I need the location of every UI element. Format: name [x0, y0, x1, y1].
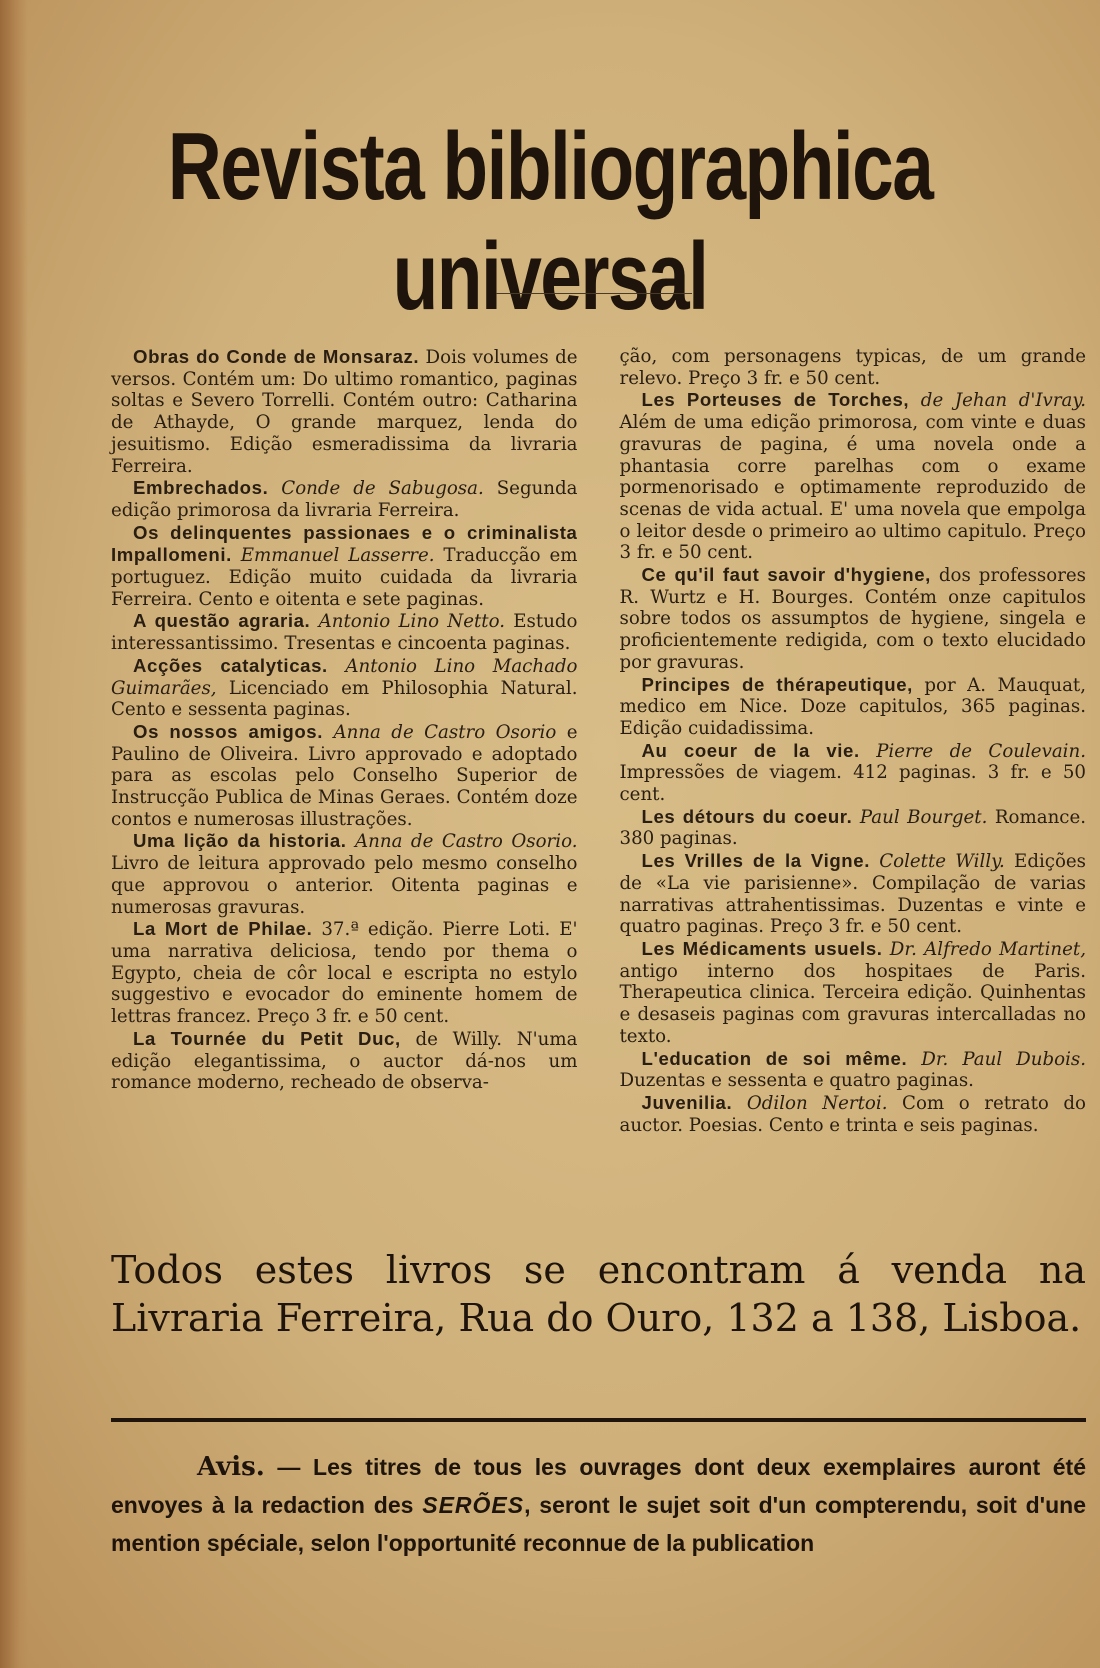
book-title: Les Porteuses de Torches,: [641, 389, 910, 411]
avis-label: Avis.: [197, 1452, 265, 1482]
book-entry: [620, 674, 1087, 740]
book-author: Emmanuel Lasserre.: [231, 545, 435, 567]
book-title: Ce qu'il faut savoir d'hygiene,: [641, 564, 931, 586]
book-entry: [111, 477, 578, 521]
book-entry: [620, 389, 1087, 564]
page-edge: [0, 0, 28, 1668]
title-divider: [496, 293, 692, 294]
page-title: Revista bibliographica universal: [167, 113, 933, 330]
book-title: La Tournée du Petit Duc,: [133, 1027, 401, 1049]
book-description: 37.ª edição. Pierre Loti. E' uma narrativa deliciosa, tendo por thema o Egypto, cheia de côr local e escripta no estylo suggestivo e evocador do eminente homem de lettras francez. Preço 3 fr. e 50 cent.: [111, 919, 578, 1028]
book-title: Acções catalyticas.: [133, 654, 328, 676]
book-author: Anna de Castro Osorio.: [346, 831, 578, 853]
book-title: Les détours du coeur.: [641, 805, 853, 827]
book-entry: [111, 346, 578, 477]
left-column: [111, 346, 578, 1136]
book-title: Juvenilia.: [641, 1091, 733, 1113]
book-author: Conde de Sabugosa.: [268, 478, 484, 500]
book-description: Traducção em portuguez. Edição muito cuidada da livraria Ferreira. Cento e oitenta e sete paginas.: [111, 545, 578, 610]
book-entry: [620, 806, 1087, 850]
book-author: Dr. Paul Dubois.: [907, 1048, 1087, 1070]
book-entry: [620, 850, 1087, 938]
book-description: Além de uma edição primorosa, com vinte e duas gravuras de pagina, é uma novela onde a phantasia corre parelhas com o exame pormenorisado e optimamente reproduzido de scenas de vida actual. E' uma novela que empolga o leitor desde o primeiro ao ultimo capitulo. Preço 3 fr. e 50 cent.: [619, 412, 1086, 564]
book-title: Principes de thérapeutique,: [641, 673, 913, 695]
book-entry: [620, 1048, 1087, 1092]
book-author: Antonio Lino Machado Guimarães,: [111, 655, 578, 699]
book-title: Os nossos amigos.: [133, 720, 324, 742]
book-title: Embrechados.: [133, 477, 269, 499]
avis-text-after: , seront le sujet soit d'un compterendu, soit d'une mention spéciale, selon l'opportunité reconnue de la publication: [111, 1492, 1086, 1556]
book-description: Duzentas e sessenta e quatro paginas.: [619, 1070, 974, 1092]
book-entry: [620, 1092, 1087, 1136]
book-description: Segunda edição primorosa da livraria Ferreira.: [111, 478, 578, 521]
book-description: Impressões de viagem. 412 paginas. 3 fr. e 50 cent.: [619, 762, 1086, 806]
book-description: de Willy. N'uma edição elegantissima, o auctor dá-nos um romance moderno, recheado de observa-: [111, 1028, 578, 1094]
book-description: Livro de leitura approvado pelo mesmo conselho que approvou o anterior. Oitenta paginas e numerosas gravuras.: [111, 853, 578, 918]
book-title: La Mort de Philae.: [133, 918, 313, 940]
book-title: Obras do Conde de Monsaraz.: [133, 346, 420, 367]
book-entry: [111, 918, 578, 1028]
book-entry: [111, 1028, 578, 1094]
book-author: Odilon Nertoi.: [732, 1092, 888, 1114]
book-title: Les Médicaments usuels.: [641, 937, 883, 959]
book-description: Com o retrato do auctor. Poesias. Cento e trinta e seis paginas.: [619, 1092, 1086, 1136]
book-entry: [111, 610, 578, 654]
magazine-name: SERÕES: [422, 1492, 525, 1518]
book-author: de Jehan d'Ivray.: [909, 390, 1086, 412]
book-author: Pierre de Coulevain.: [859, 740, 1086, 762]
book-title: Os delinquentes passionaes e o criminalista Impallomeni.: [111, 521, 578, 566]
continued-text: ção, com personagens typicas, de um grande relevo. Preço 3 fr. e 50 cent.: [619, 346, 1086, 389]
book-author: Dr. Alfredo Martinet,: [882, 938, 1086, 960]
book-entry: [620, 740, 1087, 806]
book-title: Les Vrilles de la Vigne.: [641, 850, 870, 872]
book-title: L'education de soi même.: [641, 1047, 908, 1069]
book-author: Anna de Castro Osorio: [323, 721, 557, 743]
book-entry: [111, 655, 578, 721]
avis-text-before: — Les titres de tous les ouvrages dont deux exemplaires auront été envoyes à la redaction des: [111, 1454, 1086, 1518]
book-title: Au coeur de la vie.: [641, 739, 860, 761]
sales-notice: Todos estes livros se encontram á venda na Livraria Ferreira, Rua do Ouro, 132 a 138, Lisboa.: [111, 1248, 1086, 1340]
right-column: [620, 346, 1087, 1136]
avis-notice: [111, 1448, 1086, 1562]
book-author: Paul Bourget.: [852, 806, 988, 828]
book-entry: [111, 830, 578, 918]
listing-columns: [111, 346, 1086, 1136]
book-description: antigo interno dos hospitaes de Paris. Therapeutica clinica. Terceira edição. Quinhentas e desaseis paginas com gravuras intercalladas no texto.: [619, 960, 1086, 1047]
book-description: Licenciado em Philosophia Natural. Cento e sessenta paginas.: [111, 677, 578, 721]
book-entry: [111, 522, 578, 611]
book-description: dos professores R. Wurtz e H. Bourges. Contém onze capitulos sobre todos os assumptos de hygiene, singela e proficientemente redigida, com o texto elucidado por gravuras.: [619, 565, 1086, 673]
book-author: Antonio Lino Netto.: [310, 611, 505, 633]
book-description: e Paulino de Oliveira. Livro approvado e adoptado para as escolas pelo Conselho Superior de Instrucção Publica de Minas Geraes. Contém doze contos e numerosas illustrações.: [111, 721, 578, 830]
book-description: Edições de «La vie parisienne». Compilação de varias narrativas attrahentissimas. Duzentas e vinte e quatro paginas. Preço 3 fr. e 50 cent.: [619, 851, 1087, 938]
book-author: Colette Willy.: [869, 851, 1005, 873]
book-entry: [111, 721, 578, 831]
book-description: Dois volumes de versos. Contém um: Do ultimo romantico, paginas soltas e Severo Torrelli. Contém outro: Catharina de Athayde, O grande marquez, lenda do jesuitismo. Edição esmeradissima da livraria Ferreira.: [111, 347, 578, 477]
book-description: Estudo interessantissimo. Tresentas e cincoenta paginas.: [111, 611, 578, 655]
book-entry: [620, 564, 1087, 674]
section-divider: [111, 1418, 1086, 1422]
book-title: Uma lição da historia.: [133, 830, 347, 852]
book-entry: [620, 938, 1087, 1048]
book-title: A questão agraria.: [133, 610, 311, 632]
book-description: por A. Mauquat, medico em Nice. Doze capitulos, 365 paginas. Edição cuidadissima.: [619, 674, 1086, 739]
book-description: Romance. 380 paginas.: [619, 806, 1087, 850]
